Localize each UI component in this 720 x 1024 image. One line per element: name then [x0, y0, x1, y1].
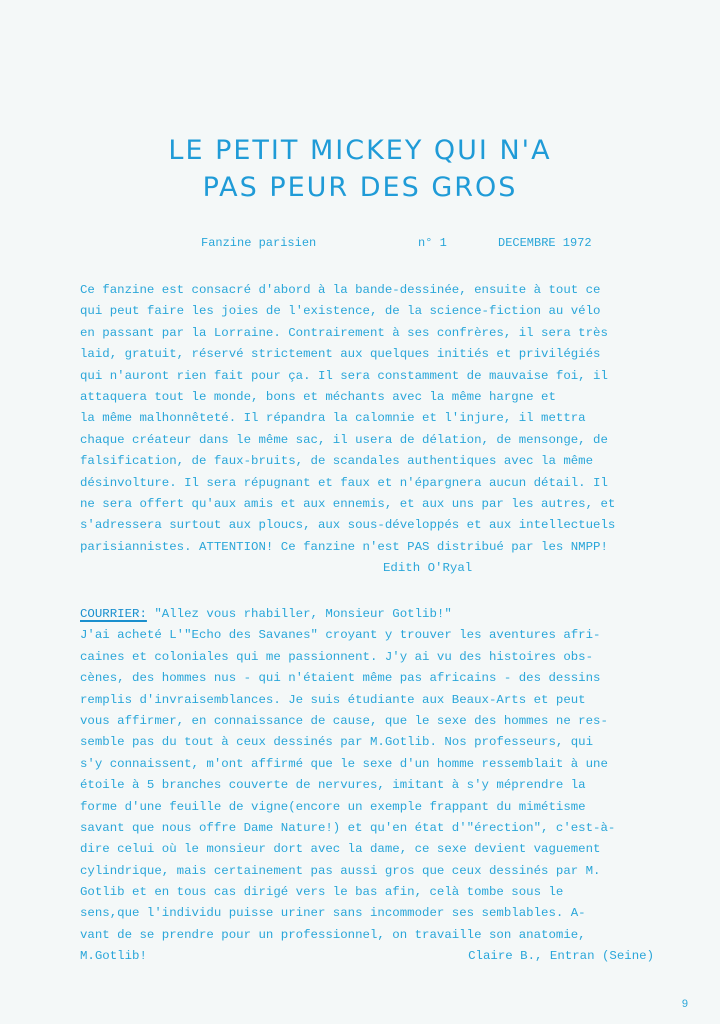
title-line-2: PAS PEUR DES GROS — [202, 172, 518, 203]
editorial-signature: Edith O'Ryal — [383, 561, 473, 576]
courrier-closing-row — [80, 946, 660, 967]
editorial-line: la même malhonnêteté. Il répandra la calomnie et l'injure, il mettra — [80, 411, 586, 426]
courrier-line: caines et coloniales qui me passionnent. J'y ai vu des histoires obs- — [80, 649, 594, 664]
courrier-line: dire celui où le monsieur dort avec la dame, ce sexe devient vaguement — [80, 842, 601, 857]
editorial-line: parisiannistes. ATTENTION! Ce fanzine n'est PAS distribué par les NMPP! — [80, 539, 608, 554]
editorial-line: falsification, de faux-bruits, de scandales authentiques avec la même — [80, 454, 594, 469]
issue-date: DECEMBRE 1972 — [498, 236, 592, 250]
fanzine-label: Fanzine parisien — [201, 236, 317, 250]
courrier-line: cènes, des hommes nus - qui n'étaient même pas africains - des dessins — [80, 671, 601, 686]
editorial-line: chaque créateur dans le même sac, il usera de délation, de mensonge, de — [80, 432, 608, 447]
editorial-line: qui peut faire les joies de l'existence, de la science-fiction au vélo — [80, 304, 601, 319]
editorial-line: en passant par la Lorraine. Contrairement à ses confrères, il sera très — [80, 325, 608, 340]
courrier-line: remplis d'invraisemblances. Je suis étudiante aux Beaux-Arts et peut — [80, 692, 586, 707]
courrier-line: cylindrique, mais certainement pas aussi gros que ceux dessinés par M. — [80, 863, 601, 878]
editorial-line: désinvolture. Il sera répugnant et faux et n'épargnera aucun détail. Il — [80, 475, 608, 490]
courrier-line: forme d'une feuille de vigne(encore un exemple frappant du mimétisme — [80, 799, 586, 814]
editorial-line: Ce fanzine est consacré d'abord à la bande-dessinée, ensuite à tout ce — [80, 283, 601, 297]
title-line-1: LE PETIT MICKEY QUI N'A — [168, 135, 552, 166]
editorial — [80, 280, 660, 579]
issue-number: n° 1 — [418, 236, 447, 250]
courrier-signature: Claire B., Entran (Seine) — [468, 949, 654, 964]
courrier-line: s'y connaissent, m'ont affirmé que le sexe d'un homme ressemblait à une — [80, 756, 608, 771]
courrier-line: savant que nous offre Dame Nature!) et qu'en état d'"érection", c'est-à- — [80, 820, 616, 835]
courrier-closing: M.Gotlib! — [80, 949, 147, 964]
page-title — [0, 132, 720, 206]
courrier-line: J'ai acheté L'"Echo des Savanes" croyant y trouver les aventures afri- — [80, 628, 601, 643]
editorial-line: attaquera tout le monde, bons et méchants avec la même hargne et — [80, 389, 556, 404]
courrier-label: COURRIER: — [80, 607, 147, 621]
courrier-line: vant de se prendre pour un professionnel, on travaille son anatomie, — [80, 927, 586, 942]
courrier-section — [80, 604, 660, 968]
courrier-heading: "Allez vous rhabiller, Monsieur Gotlib!" — [154, 607, 452, 621]
editorial-line: s'adressera surtout aux ploucs, aux sous-développés et aux intellectuels — [80, 518, 616, 533]
courrier-line: Gotlib et en tous cas dirigé vers le bas afin, celà tombe sous le — [80, 885, 564, 900]
editorial-line: ne sera offert qu'aux amis et aux ennemis, et aux uns par les autres, et — [80, 496, 616, 511]
courrier-line: semble pas du tout à ceux dessinés par M.Gotlib. Nos professeurs, qui — [80, 735, 594, 750]
page-number: 9 — [681, 998, 688, 1010]
editorial-line: qui n'auront rien fait pour ça. Il sera constamment de mauvaise foi, il — [80, 368, 608, 383]
editorial-line: laid, gratuit, réservé strictement aux quelques initiés et privilégiés — [80, 347, 601, 362]
courrier-line: sens,que l'individu puisse uriner sans incommoder ses semblables. A- — [80, 906, 586, 921]
courrier-line: étoile à 5 branches couverte de nervures, imitant à s'y méprendre la — [80, 778, 586, 793]
courrier-line: vous affirmer, en connaissance de cause, que le sexe des hommes ne res- — [80, 713, 608, 728]
courrier-heading-row — [80, 604, 660, 625]
